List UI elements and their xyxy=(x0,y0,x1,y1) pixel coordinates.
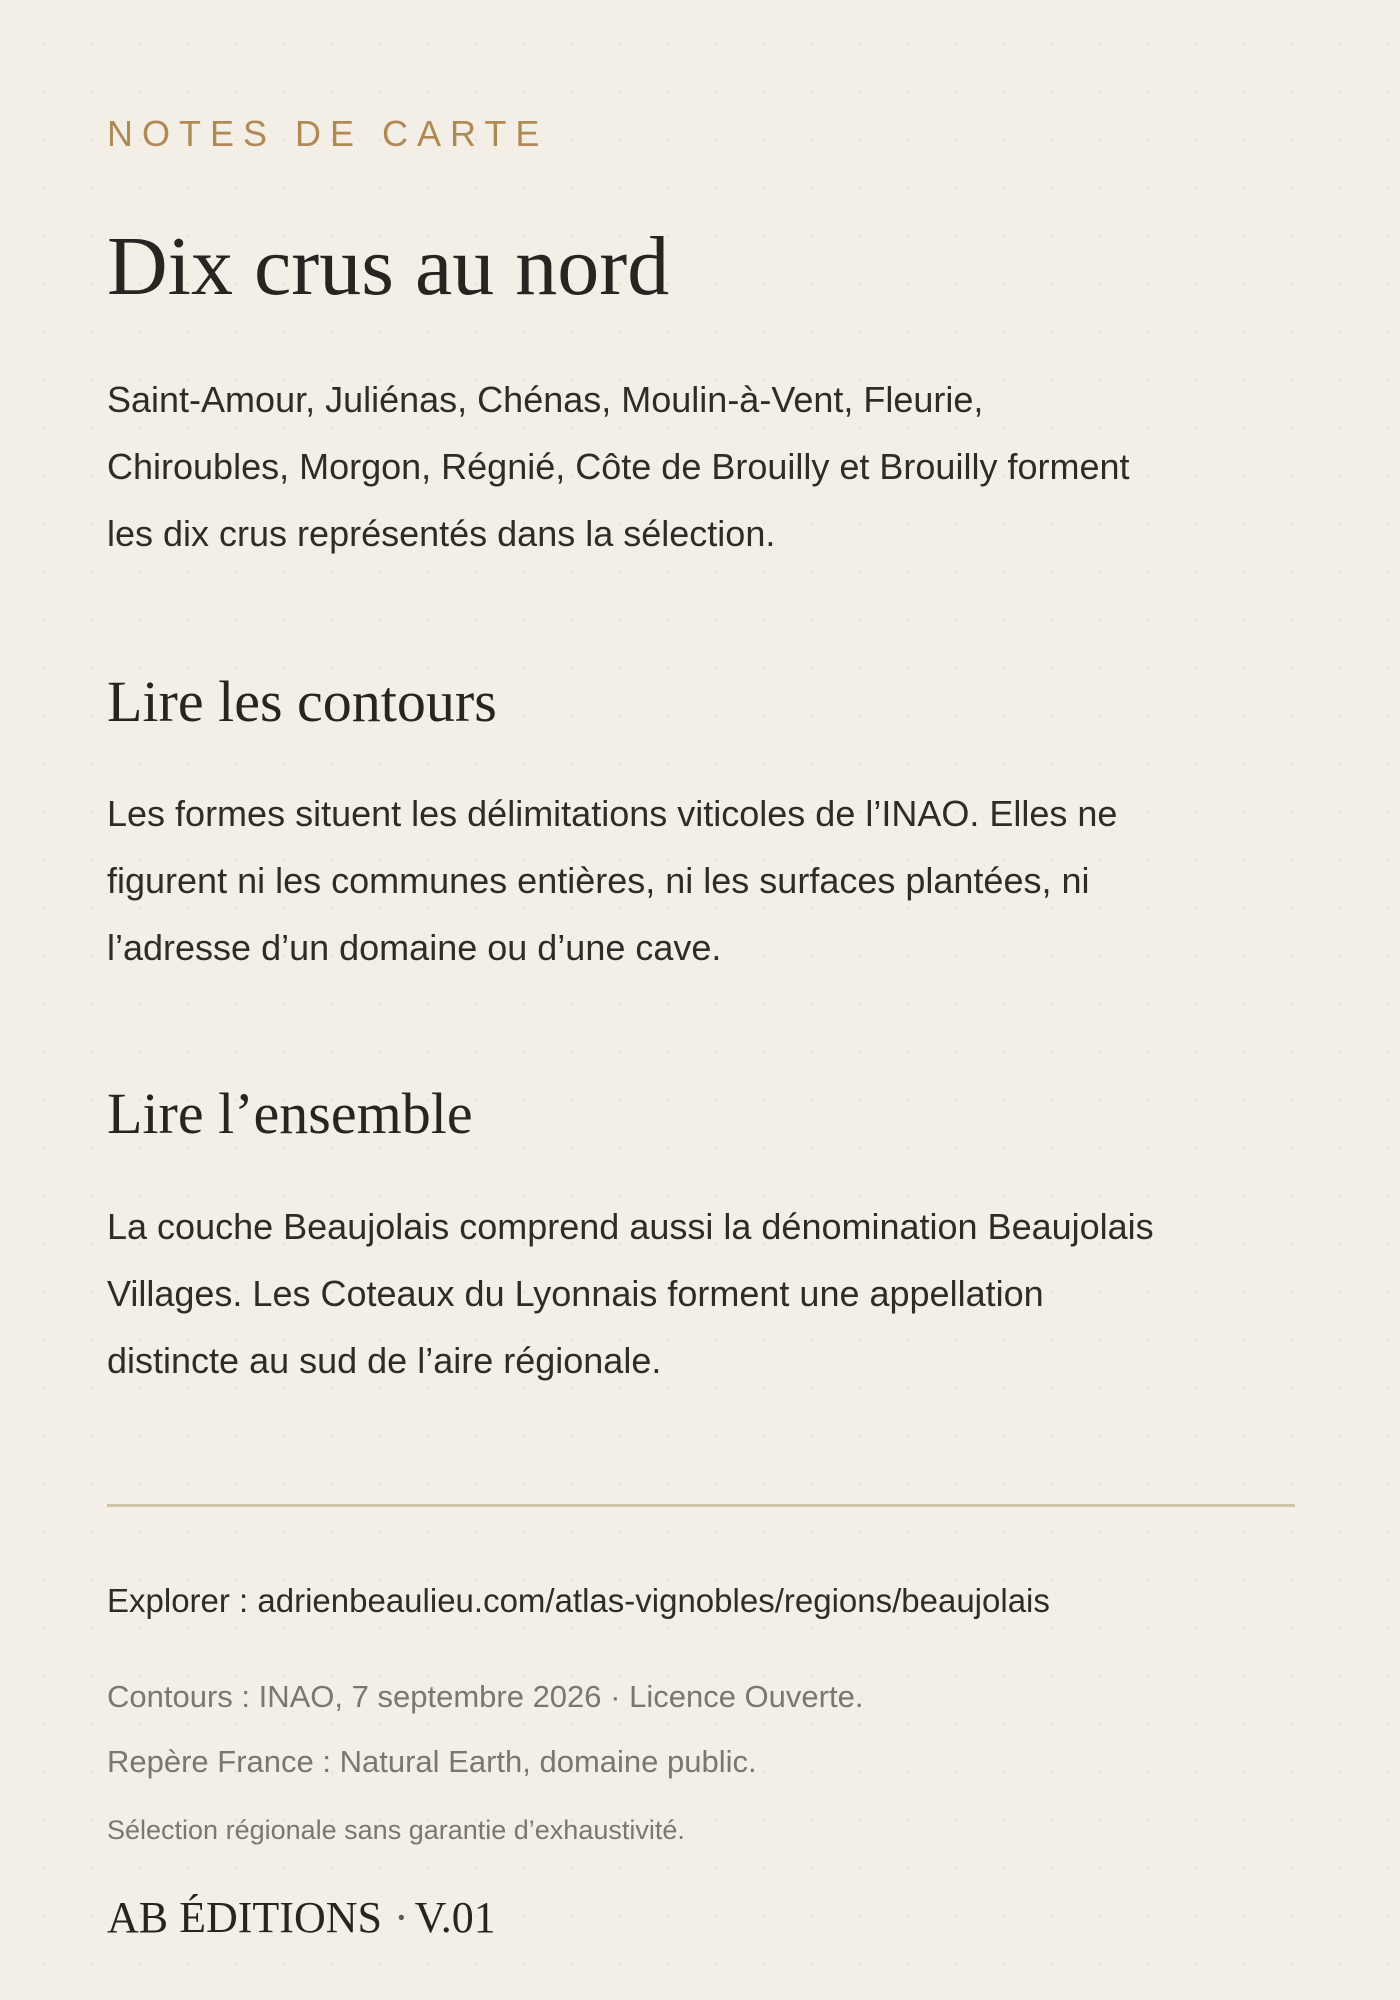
eyebrow-label: NOTES DE CARTE xyxy=(107,113,549,154)
source-france: Repère France : Natural Earth, domaine public. xyxy=(107,1744,757,1779)
footer-divider xyxy=(107,1504,1295,1507)
brand-version: V.01 xyxy=(414,1893,496,1942)
page-title: Dix crus au nord xyxy=(107,220,670,313)
section-text-contours: Les formes situent les délimitations viticoles de l’INAO. Elles ne figurent ni les communes entières, ni les surfaces plantées, ni l’adresse d’un domaine ou d’une cave. xyxy=(107,793,1118,968)
brand-signature xyxy=(107,1888,496,1948)
source-contours: Contours : INAO, 7 septembre 2026 · Licence Ouverte. xyxy=(107,1679,864,1714)
explore-link-text: Explorer : adrienbeaulieu.com/atlas-vignobles/regions/beaujolais xyxy=(107,1582,1050,1619)
brand-separator: · xyxy=(393,1893,409,1942)
section-title-ensemble: Lire l’ensemble xyxy=(107,1081,473,1146)
section-text-ensemble: La couche Beaujolais comprend aussi la dénomination Beaujolais Villages. Les Coteaux du Lyonnais forment une appellation distincte au sud de l’aire régionale. xyxy=(107,1206,1154,1381)
section-title-contours: Lire les contours xyxy=(107,669,497,734)
intro-paragraph: Saint-Amour, Juliénas, Chénas, Moulin-à-Vent, Fleurie, Chiroubles, Morgon, Régnié, Côte de Brouilly et Brouilly forment les dix crus représentés dans la sélection. xyxy=(107,379,1130,554)
disclaimer-text: Sélection régionale sans garantie d’exhaustivité. xyxy=(107,1815,685,1845)
brand-name: AB ÉDITIONS xyxy=(107,1893,382,1942)
